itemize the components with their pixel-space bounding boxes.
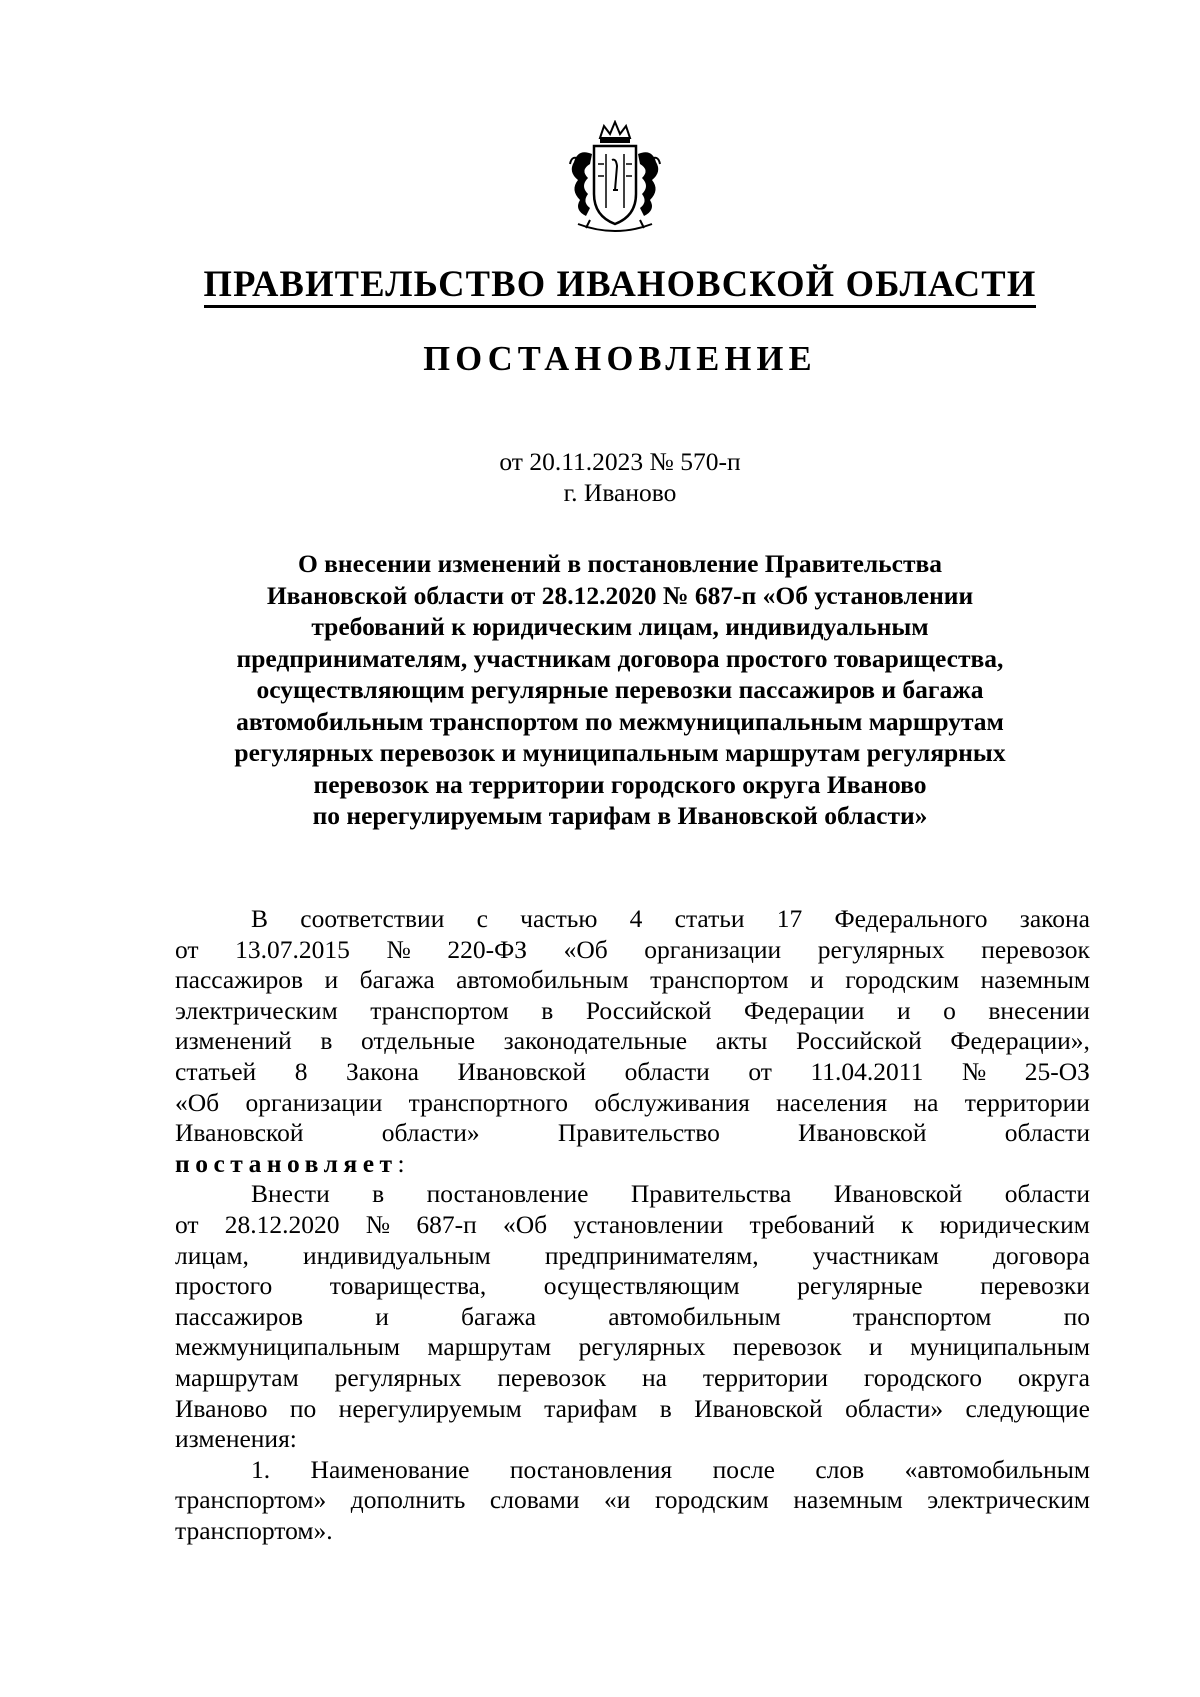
body-word: № — [386, 934, 411, 964]
body-word: маршрутам — [427, 1332, 552, 1362]
body-word: транспортом — [852, 1301, 992, 1331]
body-word: области» — [381, 1118, 480, 1148]
body-line — [175, 1118, 1090, 1149]
body-word: наземным — [980, 965, 1090, 995]
subject-line: Ивановской области от 28.12.2020 № 687-п «Об установлении — [266, 580, 974, 610]
body-word: Федерации», — [950, 1026, 1090, 1056]
body-word: области — [1004, 1118, 1090, 1148]
body-word: с — [476, 904, 488, 933]
body-word: 220-ФЗ — [447, 934, 528, 964]
body-line — [175, 1241, 1090, 1272]
body-word: перевозок — [981, 934, 1090, 964]
body-word: багажа — [461, 1301, 537, 1331]
body-word: пассажиров — [175, 965, 304, 995]
body-word: организации — [644, 934, 782, 964]
body-word: транспортом» — [175, 1485, 327, 1515]
document-subject — [170, 548, 1070, 832]
body-word: 25-ОЗ — [1024, 1056, 1090, 1086]
body-word: словами — [489, 1485, 580, 1515]
body-word: Ивановской — [694, 1393, 823, 1423]
body-word: юридическим — [939, 1209, 1090, 1239]
body-word: индивидуальным — [302, 1240, 491, 1270]
body-word: городским — [654, 1485, 769, 1515]
body-line — [175, 1332, 1090, 1363]
body-line — [175, 1485, 1090, 1516]
body-line — [175, 1088, 1090, 1119]
body-word: от — [748, 1056, 772, 1086]
body-word: населения — [776, 1087, 888, 1117]
body-line: изменения: — [175, 1424, 297, 1454]
subject-line: осуществляющим регулярные перевозки пассажиров и багажа — [256, 675, 984, 704]
body-word: договора — [992, 1240, 1090, 1270]
body-word: нерегулируемым — [338, 1393, 522, 1423]
body-word: к — [900, 1209, 914, 1239]
subject-line: О внесении изменений в постановление Правительства — [297, 549, 943, 578]
body-word: 4 — [629, 904, 643, 933]
body-line — [175, 1026, 1090, 1057]
body-word: межмуниципальным — [175, 1332, 401, 1362]
body-word: регулярных — [817, 934, 945, 964]
body-word: электрическим — [175, 995, 338, 1025]
body-word: области» — [845, 1393, 944, 1423]
body-word: установлении — [573, 1209, 724, 1239]
body-word: акты — [715, 1026, 768, 1056]
document-meta — [0, 446, 1200, 508]
subject-line: предпринимателям, участникам договора простого товарищества, — [236, 643, 1004, 673]
body-word: Ивановской — [798, 1118, 927, 1148]
body-word: закона — [1019, 904, 1090, 933]
body-word: Правительства — [630, 1179, 792, 1209]
body-word: и — [324, 965, 339, 995]
body-line — [175, 996, 1090, 1027]
body-word: следующие — [965, 1393, 1090, 1423]
coat-of-arms-emblem — [560, 120, 670, 236]
body-word: в — [320, 1026, 333, 1056]
body-word: транспортного — [408, 1087, 569, 1117]
body-word: тарифам — [544, 1393, 638, 1423]
body-word: «Об — [175, 1087, 220, 1117]
body-word: городским — [845, 965, 960, 995]
body-word: статьей — [175, 1056, 257, 1086]
body-word: регулярные — [797, 1271, 923, 1301]
body-line — [175, 1057, 1090, 1088]
body-word: на — [913, 1087, 939, 1117]
subject-line: автомобильным транспортом по межмуниципальным маршрутам — [236, 706, 1004, 736]
body-word: транспортом — [370, 995, 509, 1025]
body-word: перевозок — [497, 1362, 607, 1392]
body-word: перевозки — [980, 1271, 1090, 1301]
subject-line: регулярных перевозок и муниципальным маршрутам регулярных — [234, 738, 1006, 767]
body-word: Закона — [346, 1056, 419, 1086]
body-word: автомобильным — [608, 1301, 781, 1331]
body-word: организации — [245, 1087, 383, 1117]
body-line — [175, 1363, 1090, 1394]
body-word: простого — [175, 1271, 273, 1301]
body-word: Федерального — [834, 904, 988, 933]
body-word: 11.04.2011 — [810, 1056, 924, 1086]
body-word: Ивановской — [175, 1118, 304, 1148]
body-word: транспортом — [650, 965, 789, 995]
body-word: Иваново — [175, 1393, 268, 1423]
body-word: по — [1063, 1301, 1090, 1331]
body-word: области — [1004, 1179, 1090, 1209]
body-word: внесении — [988, 995, 1090, 1025]
body-line — [175, 1302, 1090, 1333]
body-word: 28.12.2020 — [224, 1209, 340, 1239]
body-line — [175, 1149, 1090, 1180]
body-line — [175, 1455, 1090, 1486]
body-word: постановления — [509, 1454, 673, 1484]
body-word: «Об — [502, 1209, 548, 1239]
body-line — [175, 935, 1090, 966]
body-word: и — [810, 965, 824, 995]
body-word: Федерации — [744, 995, 865, 1025]
body-word: «автомобильным — [904, 1454, 1090, 1484]
body-word: слов — [815, 1454, 865, 1484]
body-word: В — [251, 904, 269, 933]
body-word: 687-п — [416, 1209, 477, 1239]
body-word: товарищества, — [329, 1271, 487, 1301]
body-word: постановление — [426, 1179, 589, 1209]
body-word: дополнить — [350, 1485, 466, 1515]
body-word: 13.07.2015 — [235, 934, 350, 964]
body-word: законодательные — [503, 1026, 688, 1056]
body-word: Ивановской — [457, 1056, 587, 1086]
date-number-line: от 20.11.2023 № 570-п — [499, 447, 741, 476]
body-word: электрическим — [927, 1485, 1090, 1515]
body-word: регулярных — [578, 1332, 706, 1362]
body-word: в — [372, 1179, 385, 1209]
body-word: отдельные — [361, 1026, 476, 1056]
body-line — [175, 1271, 1090, 1302]
body-word: на — [641, 1362, 667, 1392]
body-word: автомобильным — [456, 965, 629, 995]
body-word: от — [175, 934, 199, 964]
city-line: г. Иваново — [563, 478, 677, 507]
body-word: участникам — [812, 1240, 939, 1270]
body-word: округа — [1017, 1362, 1090, 1392]
body-word: Внести — [251, 1179, 330, 1209]
body-word: наземным — [793, 1485, 903, 1515]
body-word: пассажиров — [175, 1301, 304, 1331]
subject-line: перевозок на территории городского округа Иваново — [313, 769, 927, 799]
body-word: от — [175, 1209, 199, 1239]
body-word: маршрутам — [175, 1362, 299, 1392]
body-word: 1. — [251, 1454, 271, 1484]
body-word: в — [659, 1393, 672, 1423]
body-word: Российской — [585, 995, 712, 1025]
body-line — [175, 1394, 1090, 1425]
body-word: в — [541, 995, 554, 1025]
body-word: области — [624, 1056, 710, 1086]
body-word: территории — [702, 1362, 829, 1392]
organization-title: ПРАВИТЕЛЬСТВО ИВАНОВСКОЙ ОБЛАСТИ — [0, 262, 1200, 306]
body-word: багажа — [359, 965, 435, 995]
subject-line: требований к юридическим лицам, индивидуальным — [311, 612, 929, 641]
body-word: регулярных — [334, 1362, 462, 1392]
body-line — [175, 965, 1090, 996]
body-line — [175, 1210, 1090, 1241]
body-word: и — [375, 1301, 389, 1331]
body-word: по — [289, 1393, 317, 1423]
body-word: лицам, — [175, 1240, 249, 1270]
body-line — [175, 1179, 1090, 1210]
document-type-heading: ПОСТАНОВЛЕНИЕ — [423, 340, 817, 378]
body-word: статьи — [674, 904, 745, 933]
body-word: муниципальным — [910, 1332, 1090, 1362]
body-word: изменений — [175, 1026, 292, 1056]
body-word: Ивановской — [833, 1179, 963, 1209]
body-word: № — [961, 1056, 987, 1086]
body-word: «и — [604, 1485, 631, 1515]
body-word: Наименование — [310, 1454, 470, 1484]
body-word: 17 — [776, 904, 803, 933]
body-word: Правительство — [557, 1118, 720, 1148]
body-word: «Об — [563, 934, 608, 964]
body-line: транспортом». — [175, 1515, 333, 1545]
body-word: после — [712, 1454, 775, 1484]
body-word: соответствии — [300, 904, 445, 933]
body-word: 8 — [294, 1056, 308, 1086]
body-word: осуществляющим — [543, 1271, 740, 1301]
body-word: Российской — [796, 1026, 922, 1056]
resolves-word: постановляет — [175, 1148, 398, 1178]
body-word: перевозок — [732, 1332, 842, 1362]
body-word: городского — [863, 1362, 982, 1392]
body-word: № — [365, 1209, 391, 1239]
body-word: о — [943, 995, 956, 1025]
resolves-colon: : — [397, 1148, 405, 1178]
body-line — [175, 904, 1090, 935]
body-word: требований — [749, 1209, 875, 1239]
document-body — [175, 904, 1090, 1546]
body-word: и — [896, 995, 911, 1025]
body-word: частью — [520, 904, 598, 933]
body-word: обслуживания — [594, 1087, 750, 1117]
subject-line: по нерегулируемым тарифам в Ивановской области» — [312, 801, 928, 830]
body-word: предпринимателям, — [544, 1240, 759, 1270]
body-word: и — [869, 1332, 883, 1362]
body-word: территории — [964, 1087, 1090, 1117]
